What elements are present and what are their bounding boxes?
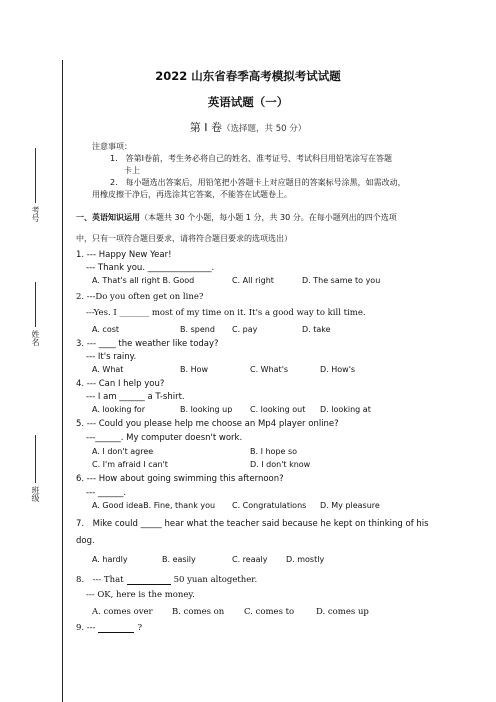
q4-line2: --- I am ______ a T-shirt. — [86, 392, 185, 402]
q5-option-b[interactable]: B. I hope so — [250, 447, 298, 456]
name-label: 姓名 — [31, 330, 40, 346]
q4-option-d[interactable]: D. looking at — [320, 405, 371, 414]
class-line — [35, 435, 36, 483]
section-heading — [76, 212, 397, 223]
part-label: 第 Ⅰ 卷 — [189, 121, 222, 134]
q8-blank — [127, 575, 171, 585]
q1-option-ab[interactable]: A. That's all right B. Good — [92, 276, 195, 285]
q7-option-a[interactable]: A. hardly — [92, 555, 128, 564]
q2-stem: 2. ---Do you often get on line? — [76, 292, 204, 302]
q7-option-c[interactable]: C. reaaly — [232, 555, 268, 564]
q9-stem-head: 9. --- — [76, 623, 96, 633]
note-1-line-a: 1. 答第Ⅰ卷前，考生务必将自己的姓名、准考证号、考试科目用铅笔涂写在答题 — [110, 154, 392, 163]
q8-line2: --- OK, here is the money. — [86, 590, 195, 600]
q3-option-a[interactable]: A. What — [92, 365, 124, 374]
q4-option-b[interactable]: B. looking up — [180, 405, 233, 414]
q9-stem — [76, 623, 142, 633]
exam-number-label: 考号 — [31, 206, 40, 222]
class-label: 班级 — [31, 486, 40, 502]
q8-option-d[interactable]: D. comes up — [316, 607, 369, 617]
q2-option-c[interactable]: C. pay — [232, 325, 258, 334]
section-desc-b: 中，只有一项符合题目要求，请将符合题目要求的选项选出） — [76, 234, 292, 243]
part-note: （选择题，共 50 分） — [222, 124, 307, 134]
q2-option-d[interactable]: D. take — [302, 325, 331, 334]
q7-option-b[interactable]: B. easily — [162, 555, 196, 564]
q1-option-c[interactable]: C. All right — [232, 276, 274, 285]
q1-option-d[interactable]: D. The same to you — [302, 276, 381, 285]
q5-option-c[interactable]: C. I'm afraid I can't — [92, 460, 168, 469]
q3-option-d[interactable]: D. How's — [320, 365, 356, 374]
q6-stem: 6. --- How about going swimming this afternoon? — [76, 474, 284, 484]
q4-stem: 4. --- Can I help you? — [76, 379, 165, 389]
q6-option-c[interactable]: C. Congratulations — [232, 501, 307, 510]
q8-option-b[interactable]: B. comes on — [172, 607, 225, 617]
exam-title: 2022 山东省春季高考模拟考试试题 — [155, 69, 341, 83]
q5-stem: 5. --- Could you please help me choose an Mp4 player online? — [76, 419, 339, 429]
q3-option-b[interactable]: B. How — [180, 365, 209, 374]
q3-line2: --- It's rainy. — [86, 352, 137, 362]
q7-line2: dog. — [76, 536, 95, 546]
q8-option-a[interactable]: A. comes over — [92, 607, 153, 617]
q1-line2: --- Thank you. _______________. — [86, 263, 215, 273]
q9-blank — [98, 623, 134, 633]
q6-option-d[interactable]: D. My pleasure — [320, 501, 380, 510]
note-2-line-a: 2. 每小题选出答案后，用铅笔把小答题卡上对应题目的答案标号涂黑，如需改动， — [110, 178, 406, 187]
q9-stem-tail: ? — [137, 623, 142, 633]
note-2-line-b: 用橡皮擦干净后，再选涂其它答案，不能答在试题卷上。 — [92, 190, 292, 199]
q5-option-d[interactable]: D. I don't know — [250, 460, 311, 469]
q5-option-a[interactable]: A. I don't agree — [92, 447, 154, 456]
part-heading — [0, 119, 496, 135]
note-1-line-b: 卡上 — [124, 166, 140, 175]
q8-option-c[interactable]: C. comes to — [244, 607, 295, 617]
q6-option-ab[interactable]: A. Good ideaB. Fine, thank you — [92, 501, 216, 510]
name-field[interactable] — [30, 282, 41, 346]
q3-stem: 3. --- ____ the weather like today? — [76, 339, 219, 349]
binding-margin-line — [62, 60, 63, 702]
q8-stem — [76, 573, 257, 585]
q3-option-c[interactable]: C. What's — [250, 365, 289, 374]
q2-option-b[interactable]: B. spend — [180, 325, 215, 334]
class-field[interactable] — [30, 435, 41, 502]
exam-subtitle: 英语试题（一） — [207, 95, 289, 109]
q1-stem: 1. --- Happy New Year! — [76, 250, 172, 260]
q2-line2: ---Yes. I _______ most of my time on it. It's a good way to kill time. — [86, 308, 366, 318]
exam-number-field[interactable] — [30, 148, 41, 222]
section-title: 一、英语知识运用 — [76, 213, 140, 222]
q4-option-c[interactable]: C. looking out — [250, 405, 306, 414]
q8-stem-head: 8. --- That — [76, 575, 124, 585]
section-desc-a: （本题共 30 个小题，每小题 1 分，共 30 分。在每小题列出的四个选项 — [140, 213, 397, 222]
q6-line2: --- ______. — [86, 488, 127, 498]
q7-option-d[interactable]: D. mostly — [286, 555, 325, 564]
q2-option-a[interactable]: A. cost — [92, 325, 120, 334]
notes-heading: 注意事项： — [92, 142, 132, 151]
q4-option-a[interactable]: A. looking for — [92, 405, 145, 414]
name-line — [35, 282, 36, 327]
q7-stem: 7. Mike could _____ hear what the teacher said because he kept on thinking of his — [76, 519, 429, 529]
q8-stem-tail: 50 yuan altogether. — [173, 575, 258, 585]
exam-number-line — [35, 148, 36, 203]
q5-line2: ---______. My computer doesn't work. — [86, 433, 243, 443]
